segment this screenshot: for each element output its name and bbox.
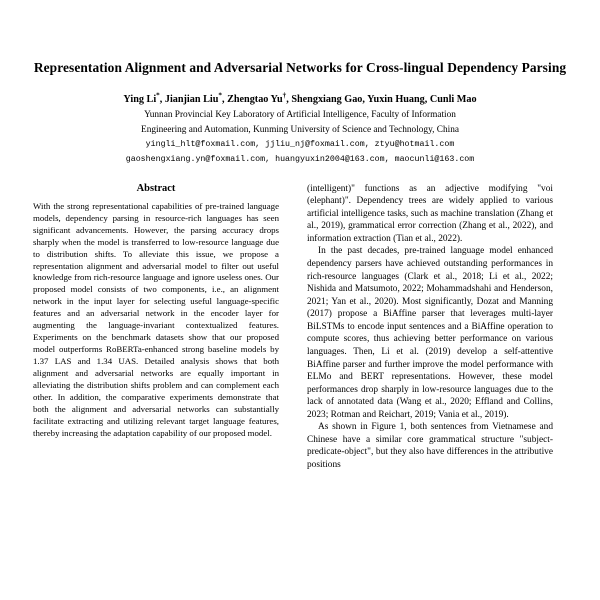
abstract-heading: Abstract: [136, 182, 176, 194]
author-mark-3: †: [282, 91, 287, 100]
two-column-body: [33, 183, 567, 472]
author-list: Ying Li*, Jianjian Liu*, Zhengtao Yu†, Shengxiang Gao, Yuxin Huang, Cunli Mao: [123, 91, 477, 105]
left-column: [33, 183, 279, 472]
author-name-4: Shengxiang Gao: [291, 93, 363, 105]
intro-paragraph-2: In the past decades, pre-trained language model enhanced dependency parsers have achieved outstanding performances in rich-resource languages (Clark et al., 2018; Li et al., 2022; Nishida and Matsumoto, 2022; Mohammadshahi and Henderson, 2021; Yan et al., 2020). Most significantly, Dozat and Manning (2017) propose a BiAffine parser that leverages multi-layer BiLSTMs to encode input sentences and a BiAffine operation to compute scores, thus achieving better performance on various languages. Then, Li et al. (2019) develop a self-attentive BiAffine parser and further improve the model performance with ELMo and BERT representations. However, these model performances drop sharply in low-resource languages due to the lack of annotated data (Wang et al., 2020; Effland and Collins, 2023; Rotman and Reichart, 2019; Vania et al., 2019).: [307, 246, 553, 420]
abstract-text: With the strong representational capabilities of pre-trained language models, dependency parsing in resource-rich languages has seen significant advancements. However, the parsing accuracy drops sharply when the model is transferred to low-resource language due to distribution shifts. To alleviate this issue, we propose a representation alignment and adversarial model to filter out useful knowledge from rich-resource language and ignore useless ones. Our proposed model consists of two components, i.e., an alignment network in the input layer for selecting useful language-specific features and an adversarial network in the encoder layer for augmenting the language-invariant contextualized features. Experiments on the benchmark datasets show that our proposed model outperforms RoBERTa-enhanced strong baseline models by 1.37 LAS and 1.34 UAS. Detailed analysis shows that both alignment and adversarial networks are equally important in alleviating the distribution shifts problem and can complement each other. In addition, the comparative experiments demonstrate that both the alignment and adversarial networks can substantially facilitate extracting and utilizing relevant target language features, thereby increasing the adaptation capability of our proposed model.: [33, 200, 279, 439]
intro-paragraph-3: As shown in Figure 1, both sentences from Vietnamese and Chinese have a similar core grammatical structure "subject-predicate-object", but they also have differences in the attributive positions: [307, 422, 553, 471]
right-column: [307, 183, 553, 472]
author-name-2: Jianjian Liu: [164, 93, 219, 105]
page-title: Representation Alignment and Adversarial Networks for Cross-lingual Dependency Parsing: [33, 60, 567, 75]
author-name-5: Yuxin Huang: [367, 93, 425, 105]
author-mark-2: *: [218, 91, 222, 100]
author-name-3: Zhengtao Yu: [227, 93, 283, 105]
affiliation-line-1: Yunnan Provincial Key Laboratory of Artificial Intelligence, Faculty of Information: [144, 110, 456, 121]
intro-paragraph-1: (intelligent)" functions as an adjective modifying "voi (elephant)". Dependency trees are widely applied to various artificial intelligence tasks, such as machine translation (Zhang et al., 2019), grammatical error correction (Zhang et al., 2022), and information extraction (Tian et al., 2022).: [307, 183, 553, 244]
email-line-1: yingli_hlt@foxmail.com, jjliu_nj@foxmail.com, ztyu@hotmail.com: [145, 140, 455, 150]
author-name-6: Cunli Mao: [429, 93, 477, 105]
affiliation-line-2: Engineering and Automation, Kunming University of Science and Technology, China: [141, 125, 459, 136]
author-mark-1: *: [156, 91, 160, 100]
author-name-1: Ying Li: [123, 93, 157, 105]
email-line-2: gaoshengxiang.yn@foxmail.com, huangyuxin2004@163.com, maocunli@163.com: [125, 155, 475, 165]
